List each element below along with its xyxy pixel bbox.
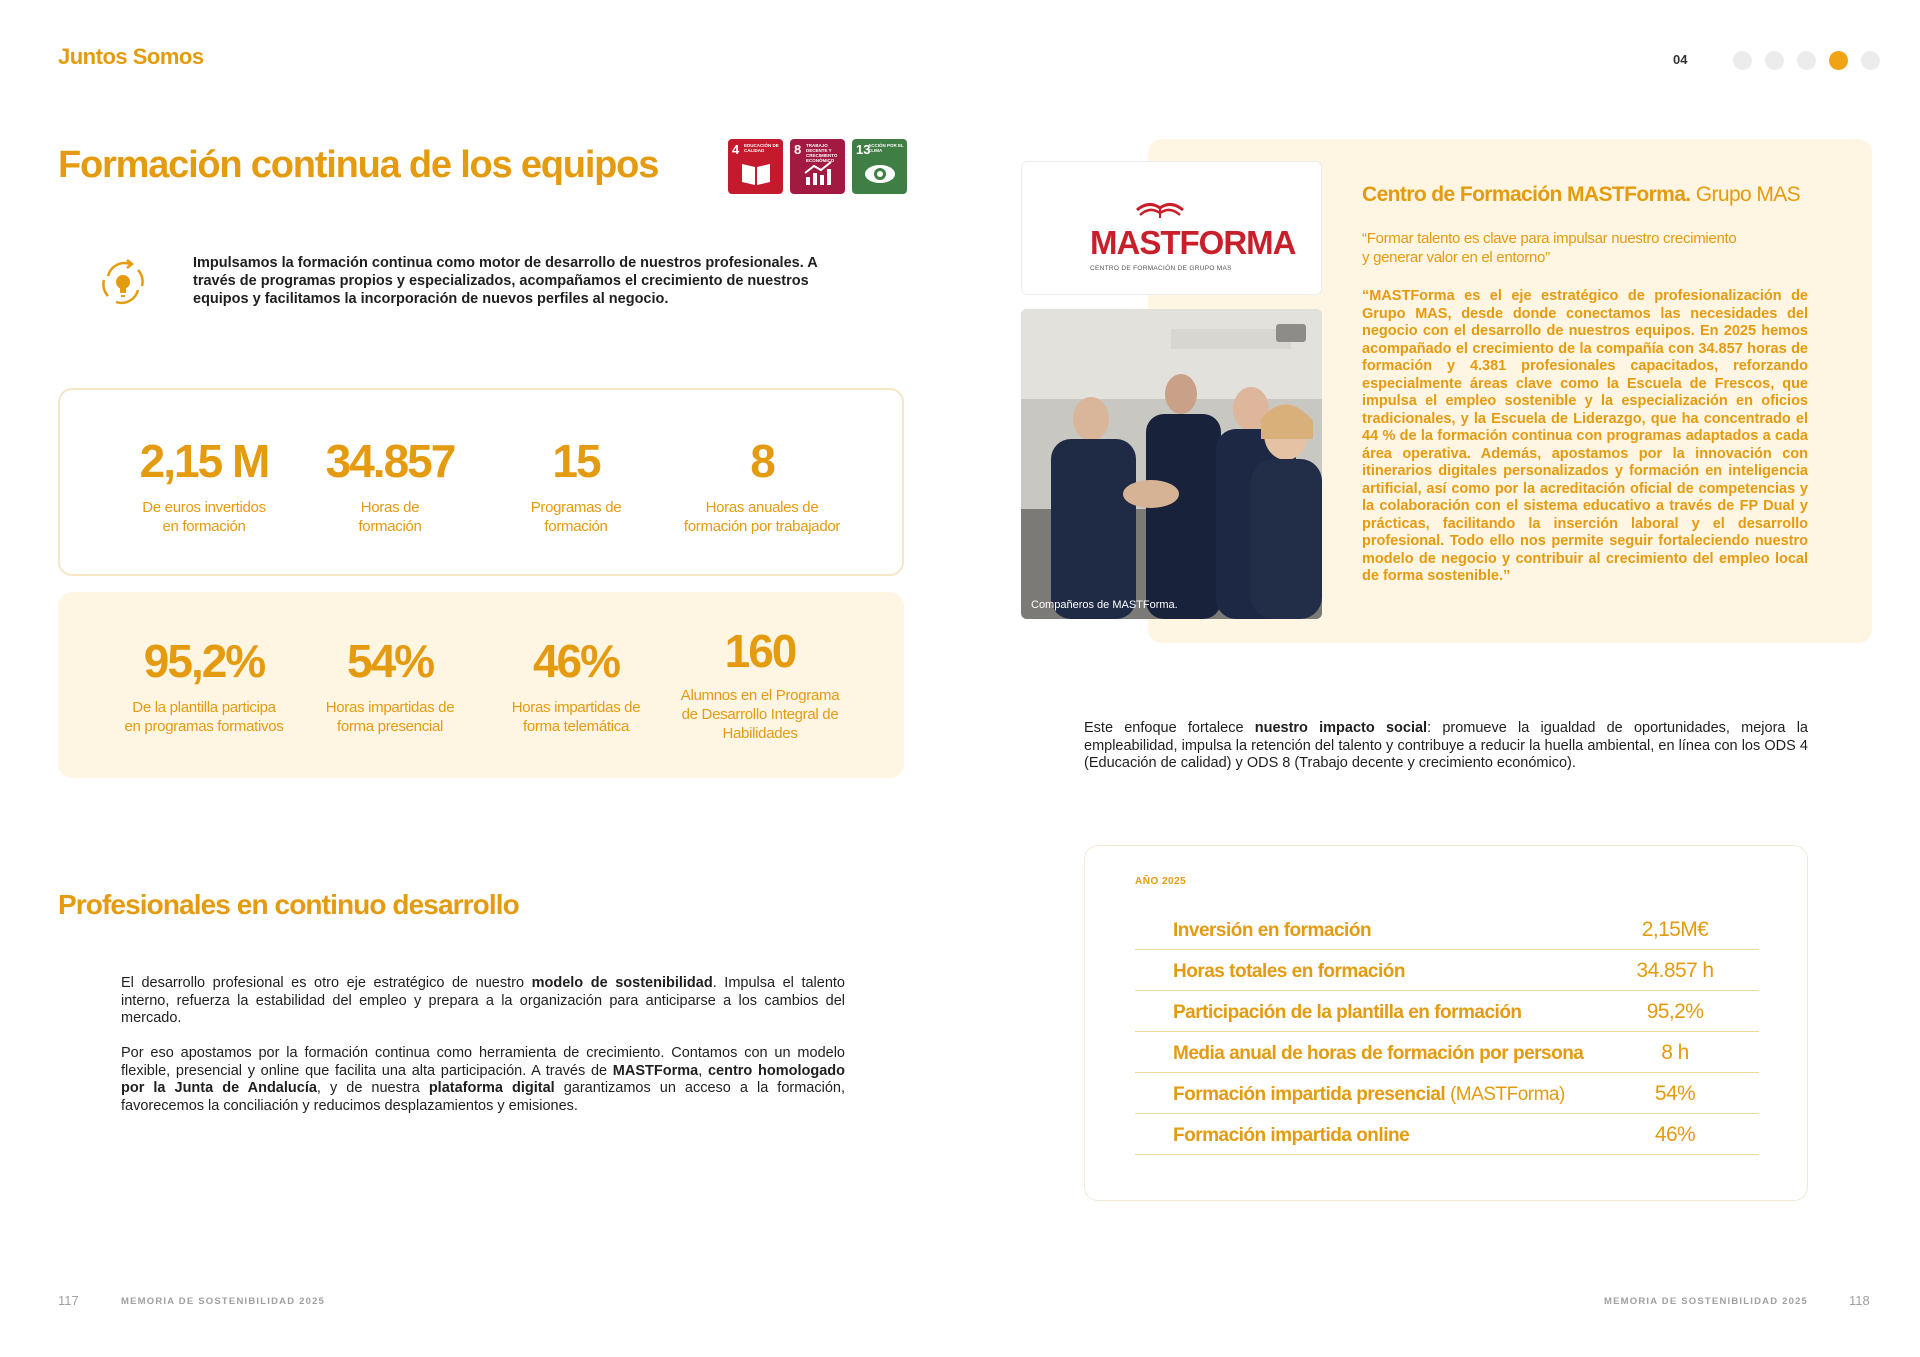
book-icon bbox=[740, 161, 772, 187]
ods-number: 4 bbox=[732, 142, 740, 157]
stat-caption: De la plantilla participa en programas formativos bbox=[124, 699, 284, 735]
stats-card-secondary bbox=[58, 592, 904, 778]
stat-value: 95,2% bbox=[143, 635, 265, 687]
page-title: Formación continua de los equipos bbox=[58, 144, 659, 186]
pager-dot[interactable] bbox=[1797, 51, 1816, 70]
photo-caption: Compañeros de MASTForma. bbox=[1031, 599, 1178, 611]
team-photo bbox=[1021, 309, 1322, 619]
table-row bbox=[1135, 908, 1759, 950]
table-year-label: AÑO 2025 bbox=[1135, 876, 1187, 887]
stat-caption: Alumnos en el Programa de Desarrollo Integral de Habilidades bbox=[680, 687, 840, 742]
ods-badges bbox=[728, 139, 907, 194]
stat-participation bbox=[114, 636, 294, 736]
stat-presential bbox=[300, 636, 480, 736]
team-photo-illustration bbox=[1021, 309, 1322, 619]
ods-label: ACCIÓN POR EL CLIMA bbox=[868, 143, 904, 153]
stat-investment bbox=[114, 436, 294, 536]
paragraph-training-model: Por eso apostamos por la formación continua como herramienta de crecimiento. Contamos con un modelo flexible, presencial y online que facilita una alta participación. A través de MASTForma, centro homologado por la Junta de Andalucía, y de nuestra plataforma digital garantizamos un acceso a la formación, favorecemos la conciliación y reducimos desplazamientos y emisiones. bbox=[121, 1045, 845, 1114]
table-row bbox=[1135, 949, 1759, 991]
table-row bbox=[1135, 990, 1759, 1032]
brand-label: Juntos Somos bbox=[58, 44, 204, 69]
mastforma-logo-card bbox=[1021, 161, 1322, 295]
table-row-value: 2,15M€ bbox=[1641, 918, 1709, 941]
center-quote: “Formar talento es clave para impulsar nuestro crecimiento y generar valor en el entorno” bbox=[1362, 230, 1737, 266]
ods-label: EDUCACIÓN DE CALIDAD bbox=[744, 143, 779, 153]
ods-8-badge bbox=[790, 139, 845, 194]
chapter-number: 04 bbox=[1673, 52, 1688, 67]
lightbulb-refresh-icon bbox=[100, 258, 146, 308]
impact-paragraph: Este enfoque fortalece nuestro impacto social: promueve la igualdad de oportunidades, mejora la empleabilidad, impulsa la retención del talento y contribuye a reducir la huella ambiental, en línea con los ODS 4 (Educación de calidad) y ODS 8 (Trabajo decente y crecimiento económico). bbox=[1084, 720, 1808, 771]
stat-hours bbox=[300, 436, 480, 536]
table-row-value: 46% bbox=[1654, 1123, 1696, 1146]
table-row-value: 54% bbox=[1654, 1082, 1696, 1105]
stat-caption: Horas impartidas de forma telemática bbox=[511, 699, 641, 735]
stat-programs bbox=[486, 436, 666, 536]
mastforma-logo-subtitle: CENTRO DE FORMACIÓN DE GRUPO MAS bbox=[1090, 265, 1232, 272]
stat-caption: Horas impartidas de forma presencial bbox=[325, 699, 455, 735]
page-number-left: 117 bbox=[58, 1293, 79, 1308]
pager-dot-active[interactable] bbox=[1829, 51, 1848, 70]
stat-value: 15 bbox=[552, 435, 600, 487]
paragraph-development: El desarrollo profesional es otro eje estratégico de nuestro modelo de sostenibilidad. Impulsa el talento interno, refuerza la estabilidad del empleo y prepara a la organización para anticiparse a los cambios del mercado. bbox=[121, 975, 846, 1026]
stat-value: 2,15 M bbox=[139, 435, 269, 487]
table-row bbox=[1135, 1113, 1759, 1155]
table-row-value: 8 h bbox=[1661, 1041, 1689, 1064]
stat-caption: Horas anuales de formación por trabajador bbox=[683, 499, 841, 535]
stat-hours-per-worker bbox=[672, 436, 852, 536]
page-number-right: 118 bbox=[1849, 1293, 1870, 1308]
section-subtitle: Profesionales en continuo desarrollo bbox=[58, 889, 519, 920]
intro-text: Impulsamos la formación continua como motor de desarrollo de nuestros profesionales. A través de programas propios y especializados, acompañamos el crecimiento de nuestros equipos y facilitamos la incorporación de nuevos perfiles al negocio. bbox=[193, 255, 818, 307]
table-row-value: 34.857 h bbox=[1636, 959, 1714, 982]
ods-number: 13 bbox=[856, 142, 871, 157]
table-row-label: Formación impartida online bbox=[1173, 1125, 1410, 1146]
table-row bbox=[1135, 1031, 1759, 1073]
chapter-pager bbox=[1733, 51, 1880, 70]
center-body-text: “MASTForma es el eje estratégico de profesionalización de Grupo MAS, desde donde conectamos las necesidades del negocio con el desarrollo de nuestros equipos. En 2025 hemos acompañado el crecimiento de la compañía con 34.857 horas de formación y 4.381 profesionales capacitados, reforzando especialmente áreas clave como la Escuela de Frescos, que impulsa el empleo sostenible y la especialización en oficios tradicionales, y la Escuela de Liderazgo, que ha concentrado el 44 % de la formación continua con programas adaptados a cada área operativa. Además, apostamos por la innovación con itinerarios digitales personalizados y formación en inteligencia artificial, así como por la acreditación oficial de competencias y la colaboración con el sistema educativo a través de FP Dual y prácticas, facilitando la inserción laboral y el desarrollo profesional. Todo ello nos permite seguir fortaleciendo nuestro modelo de negocio y contribuir al crecimiento del empleo local de forma sostenible.” bbox=[1362, 288, 1808, 584]
stats-card-primary bbox=[58, 388, 904, 576]
stat-caption: Programas de formación bbox=[530, 499, 622, 535]
ods-4-badge bbox=[728, 139, 783, 194]
ods-label: TRABAJO DECENTE Y CRECIMIENTO ECONÓMICO bbox=[806, 143, 838, 163]
stat-value: 34.857 bbox=[325, 435, 455, 487]
table-row bbox=[1135, 1072, 1759, 1114]
stat-value: 160 bbox=[724, 625, 796, 677]
ods-13-badge bbox=[852, 139, 907, 194]
footer-title-right: MEMORIA DE SOSTENIBILIDAD 2025 bbox=[1604, 1296, 1809, 1307]
ods-number: 8 bbox=[794, 142, 802, 157]
stat-online bbox=[486, 636, 666, 736]
open-book-logo-icon bbox=[1135, 198, 1185, 220]
eye-globe-icon bbox=[864, 161, 896, 187]
kpi-table-card bbox=[1084, 845, 1808, 1201]
pager-dot[interactable] bbox=[1765, 51, 1784, 70]
pager-dot[interactable] bbox=[1861, 51, 1880, 70]
stat-caption: De euros invertidos en formación bbox=[142, 499, 266, 535]
stat-value: 8 bbox=[750, 435, 774, 487]
stat-caption: Horas de formación bbox=[358, 499, 422, 535]
table-row-label: Inversión en formación bbox=[1173, 920, 1372, 941]
table-row-label: Horas totales en formación bbox=[1173, 961, 1405, 982]
table-row-value: 95,2% bbox=[1646, 1000, 1704, 1023]
pager-dot[interactable] bbox=[1733, 51, 1752, 70]
footer-title-left: MEMORIA DE SOSTENIBILIDAD 2025 bbox=[121, 1296, 326, 1307]
stat-students bbox=[670, 626, 850, 743]
stat-value: 46% bbox=[532, 635, 620, 687]
center-title: Centro de Formación MASTForma. Grupo MAS bbox=[1362, 183, 1801, 206]
stat-value: 54% bbox=[346, 635, 434, 687]
mastforma-logo: MASTFORMA bbox=[1090, 224, 1296, 261]
growth-chart-icon bbox=[802, 161, 834, 187]
table-row-label: Formación impartida presencial (MASTForma) bbox=[1173, 1084, 1565, 1105]
table-row-label: Media anual de horas de formación por persona bbox=[1173, 1043, 1584, 1064]
table-row-label: Participación de la plantilla en formación bbox=[1173, 1002, 1522, 1023]
